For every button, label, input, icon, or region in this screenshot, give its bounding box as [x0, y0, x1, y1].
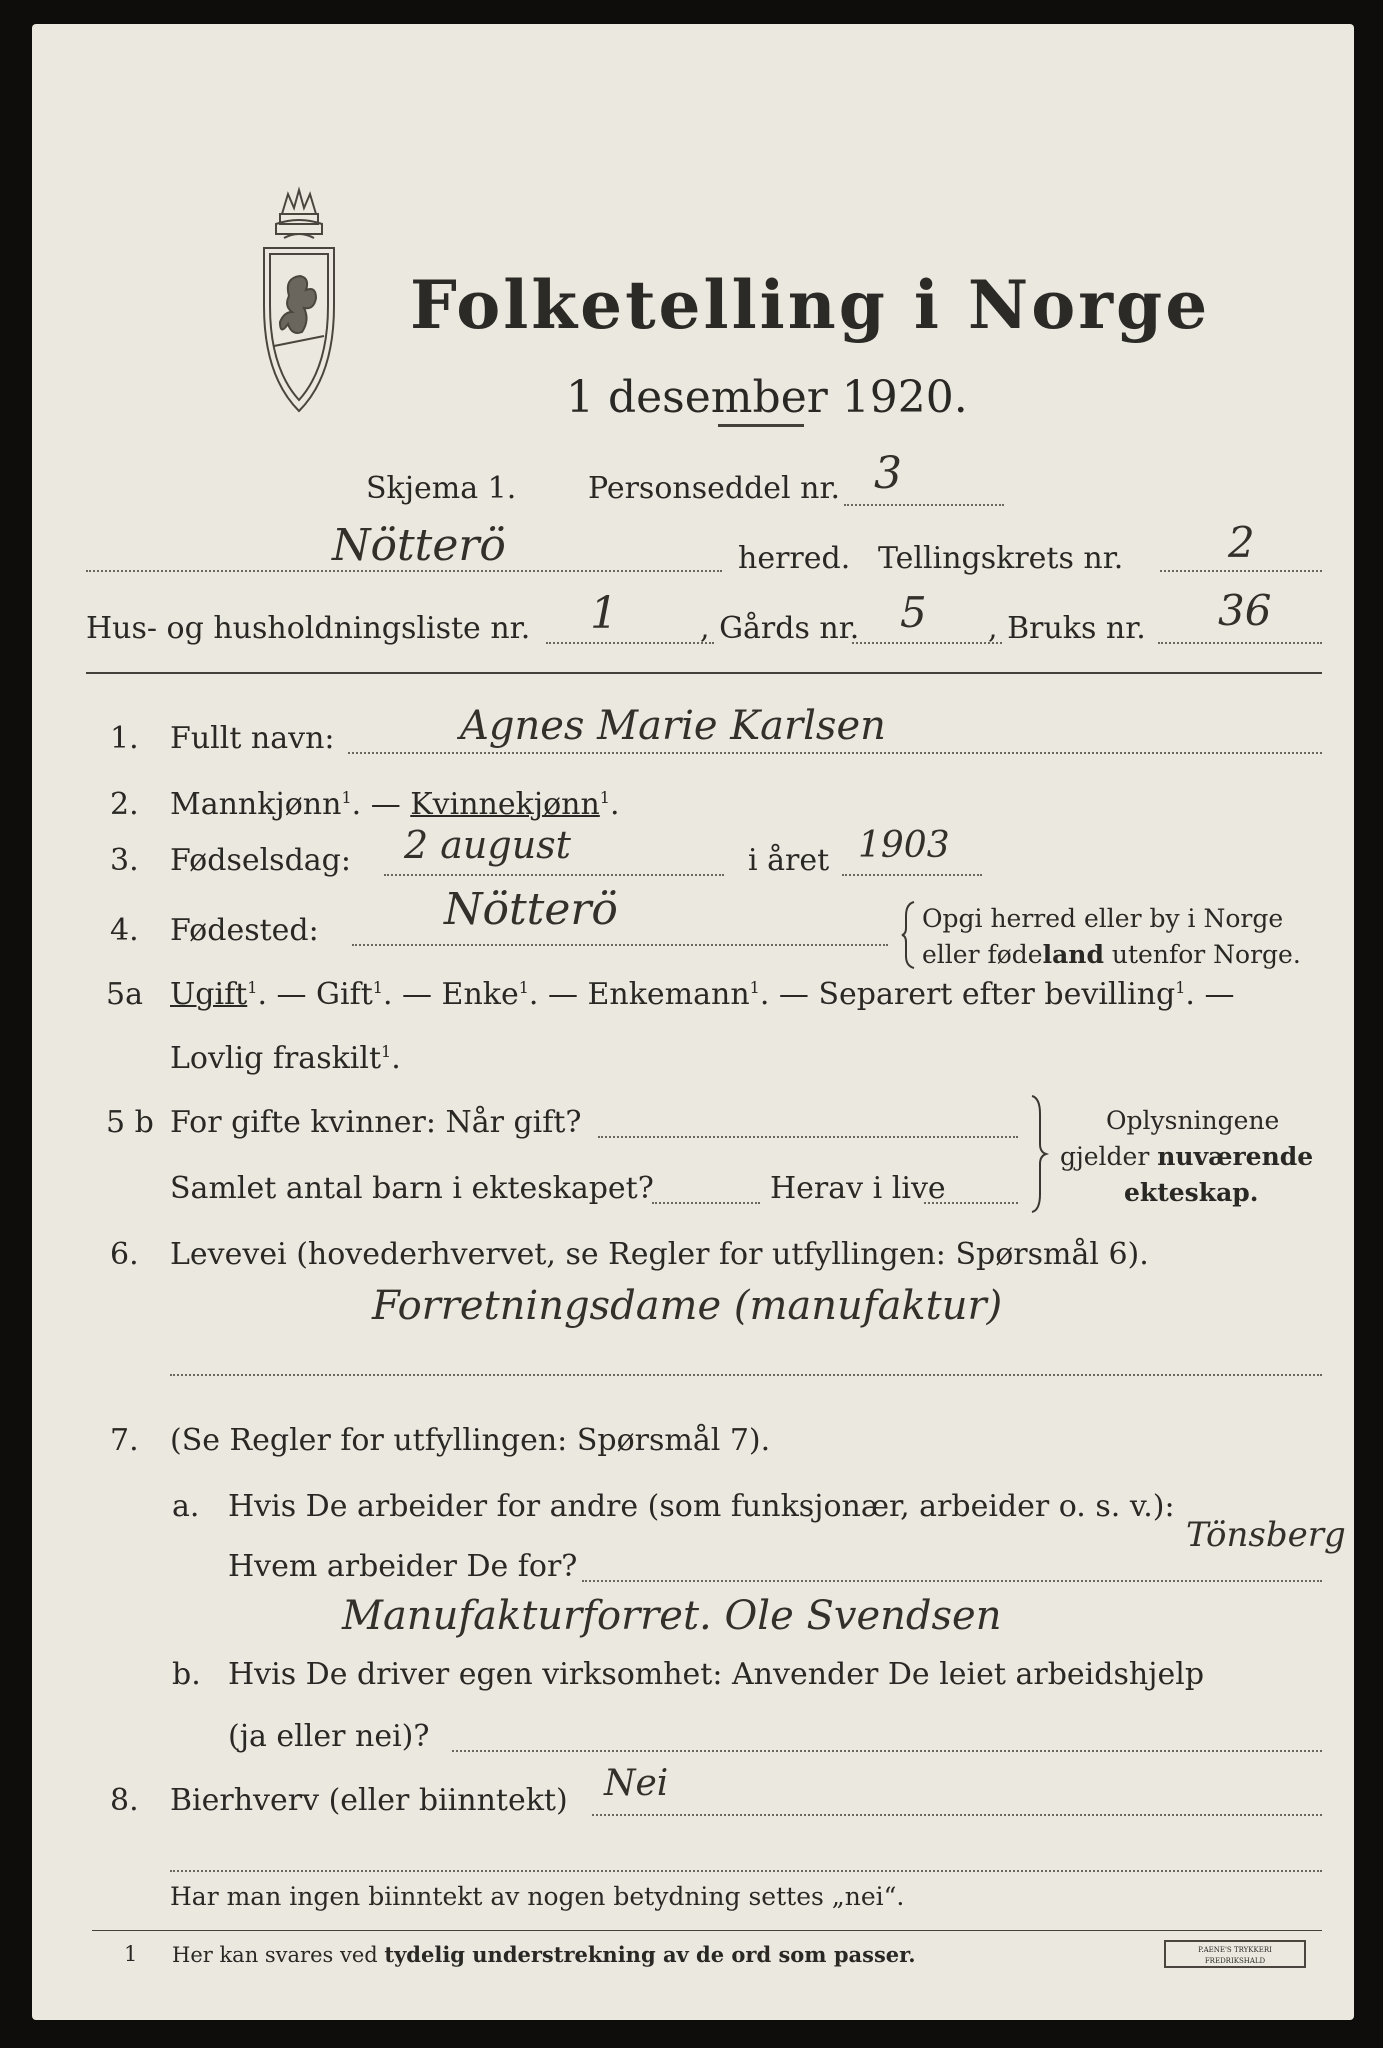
tellingskrets-label: Tellingskrets nr.	[878, 541, 1124, 576]
q5b-brace	[1028, 1094, 1050, 1214]
employer-value[interactable]: Manufakturforret. Ole Svendsen	[342, 1593, 1002, 1639]
q7a-employer-line	[582, 1580, 1322, 1582]
q3-year-label: i året	[748, 843, 830, 878]
q8-label: Bierhverv (eller biinntekt)	[170, 1783, 568, 1818]
q5b-label-children: Samlet antal barn i ekteskapet?	[170, 1171, 654, 1206]
q3-day-line	[384, 874, 724, 876]
q5b-alive-label: Herav i live	[770, 1171, 946, 1206]
q2-separator: . —	[351, 787, 401, 822]
q7b-yes-no-label: (ja eller nei)?	[228, 1719, 430, 1754]
q6-label: Levevei (hovederhvervet, se Regler for utfyllingen: Spørsmål 6).	[170, 1237, 1149, 1272]
q4-note-line2: eller fødeland utenfor Norge.	[922, 940, 1301, 969]
q7a-letter: a.	[172, 1489, 200, 1524]
q7b-letter: b.	[172, 1657, 201, 1692]
q5b-alive-line[interactable]	[924, 1202, 1018, 1204]
q5b-label-married: For gifte kvinner: Når gift?	[170, 1105, 582, 1140]
q7a-label: Hvis De arbeider for andre (som funksjonær, arbeider o. s. v.):	[228, 1489, 1175, 1524]
birthday-value[interactable]: 2 august	[404, 823, 571, 867]
q7b-label: Hvis De driver egen virksomhet: Anvender De leiet arbeidshjelp	[228, 1657, 1205, 1692]
q5b-note-line3: ekteskap.	[1124, 1178, 1259, 1207]
q2-end: .	[609, 787, 620, 822]
q8-line	[592, 1814, 1322, 1816]
q7b-line[interactable]	[452, 1750, 1322, 1752]
footnote-mark: 1	[341, 788, 352, 807]
footer-note: Har man ingen biinntekt av nogen betydning settes „nei“.	[170, 1882, 905, 1911]
footer-divider	[92, 1930, 1322, 1931]
tellingskrets-value[interactable]: 2	[1228, 518, 1255, 567]
marital-gift-option[interactable]: . — Gift	[257, 977, 373, 1012]
herred-label: herred.	[738, 541, 851, 576]
q5b-married-line[interactable]	[598, 1136, 1018, 1138]
bruks-label: , Bruks nr.	[988, 611, 1146, 646]
q4-label: Fødested:	[170, 913, 319, 948]
tellingskrets-line	[1160, 570, 1322, 572]
marital-enkemann-option[interactable]: . — Enkemann	[528, 977, 750, 1012]
q5b-children-line[interactable]	[652, 1202, 760, 1204]
q2-number: 2.	[110, 787, 139, 822]
footnote-number: 1	[124, 1942, 138, 1966]
q5b-note-line1: Oplysningene	[1106, 1106, 1280, 1135]
q7-label: (Se Regler for utfyllingen: Spørsmål 7).	[170, 1423, 771, 1458]
q3-number: 3.	[110, 843, 139, 878]
q1-number: 1.	[110, 721, 139, 756]
q3-label: Fødselsdag:	[170, 843, 351, 878]
gards-label: , Gårds nr.	[700, 611, 860, 646]
census-date: 1 desember 1920.	[566, 372, 968, 423]
q4-number: 4.	[110, 913, 139, 948]
form-title: Folketelling i Norge	[410, 266, 1211, 344]
q1-line	[348, 752, 1322, 754]
skjema-label: Skjema 1.	[366, 471, 517, 506]
coat-of-arms-logo	[244, 186, 354, 416]
q8-line2	[170, 1870, 1322, 1872]
personseddel-line	[844, 504, 1004, 506]
gender-male-option[interactable]: Mannkjønn	[170, 787, 342, 822]
q1-label: Fullt navn:	[170, 721, 335, 756]
bruks-value[interactable]: 36	[1218, 586, 1272, 635]
gender-female-option[interactable]: Kvinnekjønn	[410, 787, 600, 822]
bruks-line	[1158, 642, 1322, 644]
q5a-number: 5a	[106, 977, 143, 1012]
marital-ugift-option[interactable]: Ugift	[170, 977, 248, 1012]
gards-line	[852, 642, 1002, 644]
q4-line	[352, 944, 888, 946]
husliste-value[interactable]: 1	[590, 588, 618, 639]
title-divider	[718, 424, 804, 427]
q3-year-line	[842, 874, 982, 876]
q6-number: 6.	[110, 1237, 139, 1272]
header-divider	[86, 672, 1322, 674]
q5b-note-line2: gjelder nuværende	[1060, 1142, 1314, 1171]
footnote-mark: 1	[599, 788, 610, 807]
husliste-line	[546, 642, 714, 644]
employer-place-value[interactable]: Tönsberg	[1186, 1515, 1346, 1555]
q7a-employer-label: Hvem arbeider De for?	[228, 1549, 578, 1584]
birth-year-value[interactable]: 1903	[858, 825, 950, 866]
marital-fraskilt-option[interactable]: Lovlig fraskilt$^1$.	[170, 1041, 401, 1076]
occupation-value[interactable]: Forretningsdame (manufaktur)	[372, 1283, 1003, 1329]
q5a-options: Ugift$^1$. — Gift$^1$. — Enke$^1$. — Enkemann$^1$. — Separert efter bevilling$^1$. —	[170, 977, 1235, 1012]
q5b-number: 5 b	[106, 1105, 154, 1140]
husliste-label: Hus- og husholdningsliste nr.	[86, 611, 531, 646]
q4-brace	[900, 900, 920, 970]
q2-options	[170, 787, 620, 822]
personseddel-label: Personseddel nr.	[588, 471, 841, 506]
personseddel-value[interactable]: 3	[874, 448, 902, 499]
census-form	[32, 24, 1354, 2020]
footnote-text: Her kan svares ved tydelig understrekning av de ord som passer.	[172, 1942, 916, 1967]
q6-line2[interactable]	[170, 1374, 1322, 1376]
marital-enke-option[interactable]: . — Enke	[382, 977, 519, 1012]
q4-note-line1: Opgi herred eller by i Norge	[922, 904, 1284, 933]
birthplace-value[interactable]: Nötterö	[444, 884, 618, 935]
marital-separert-option[interactable]: . — Separert efter bevilling	[759, 977, 1176, 1012]
herred-value[interactable]: Nötterö	[332, 520, 506, 571]
side-income-value[interactable]: Nei	[604, 1763, 669, 1804]
q7-number: 7.	[110, 1423, 139, 1458]
full-name-value[interactable]: Agnes Marie Karlsen	[460, 703, 886, 749]
q8-number: 8.	[110, 1783, 139, 1818]
gards-value[interactable]: 5	[900, 588, 927, 637]
printer-stamp: P.AENE'S TRYKKERI FREDRIKSHALD	[1164, 1940, 1306, 1968]
